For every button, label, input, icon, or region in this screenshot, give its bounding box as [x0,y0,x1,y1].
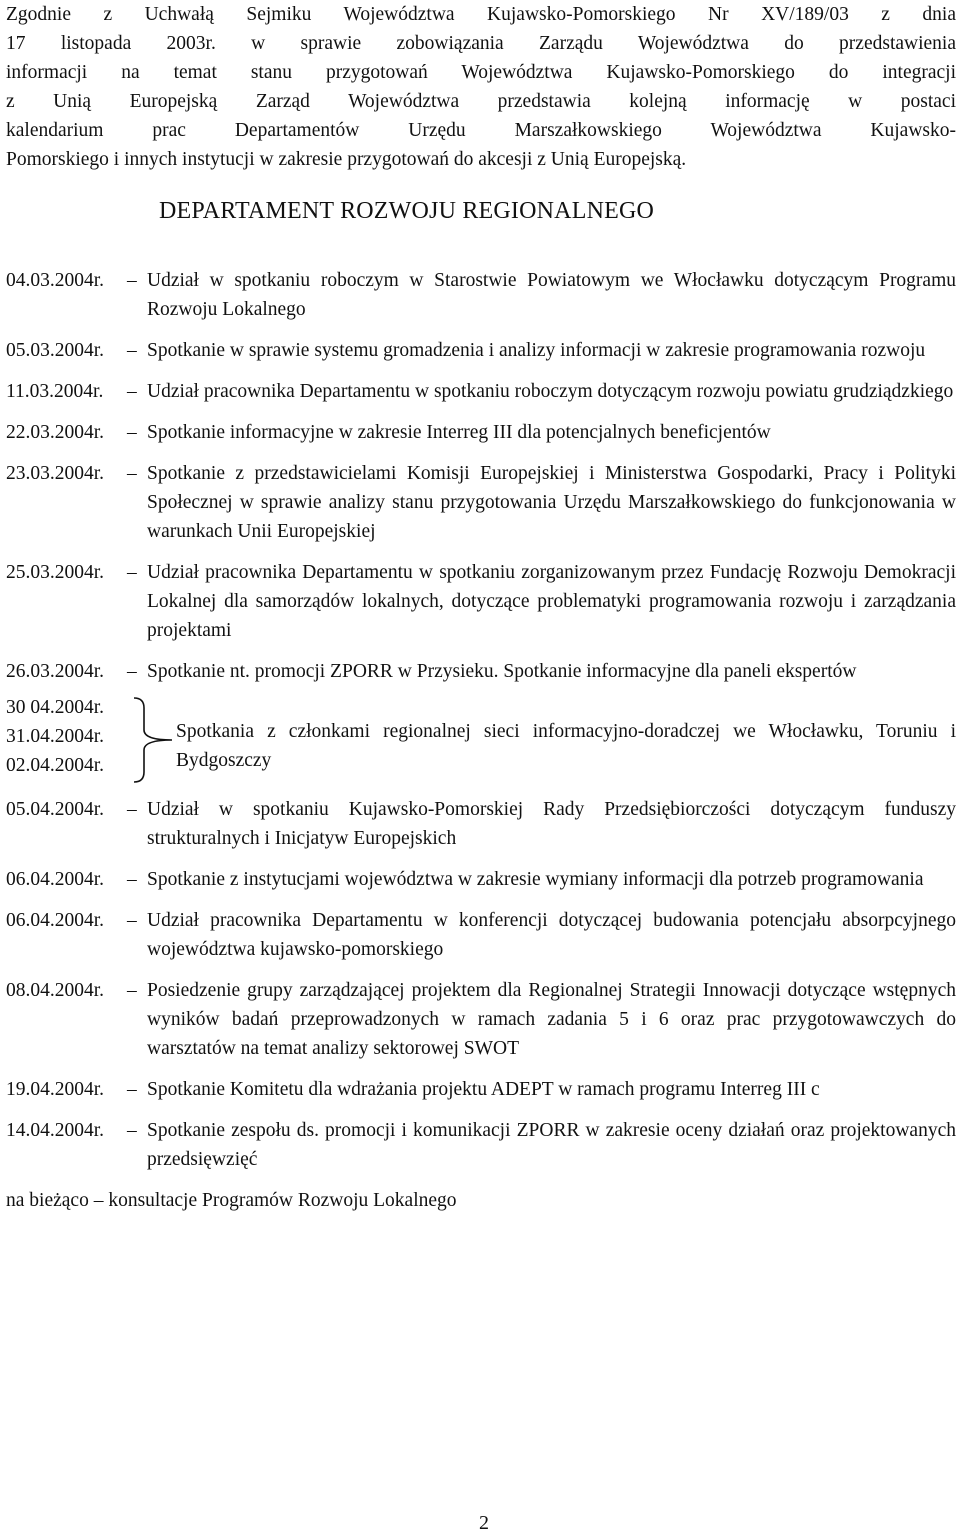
entry-date: 26.03.2004r. [6,661,105,682]
calendar-entry [6,1075,956,1104]
entry-dash: – [127,463,137,484]
entry-dash: – [127,422,137,443]
entry-text: Udział w spotkaniu Kujawsko-Pomorskiej Rady Przedsiębiorczości dotyczącym funduszy strukturalnych i Inicjatyw Europejskich [147,799,956,849]
entry-description [127,1116,956,1174]
entry-dash: – [127,270,137,291]
calendar-entry [6,795,956,853]
calendar-entry [6,459,956,546]
entry-date: 14.04.2004r. [6,1120,105,1141]
entry-text: Spotkanie z przedstawicielami Komisji Europejskiej i Ministerstwa Gospodarki, Pracy i Polityki Społecznej w sprawie analizy stanu przygotowania Urzędu Marszałkowskiego do funkcjonowania w warunkach Unii Europejskiej [147,463,956,542]
intro-line: Zgodnie z Uchwałą Sejmiku Województwa Kujawsko-Pomorskiego Nr XV/189/03 z dnia [6,4,956,25]
intro-line: kalendarium prac Departamentów Urzędu Marszałkowskiego Województwa Kujawsko- [6,120,956,141]
entry-dash: – [127,661,137,682]
entry-date: 30 04.2004r. [6,697,105,718]
intro-line: informacji na temat stanu przygotowań Województwa Kujawsko-Pomorskiego do integracji [6,62,956,83]
intro-line: 17 listopada 2003r. w sprawie zobowiązania Zarządu Województwa do przedstawienia [6,33,956,54]
entry-dash: – [127,562,137,583]
entry-text: Spotkanie w sprawie systemu gromadzenia i analizy informacji w zakresie programowania rozwoju [147,340,926,361]
entry-date: 31.04.2004r. [6,726,105,747]
entry-date: 25.03.2004r. [6,562,105,583]
calendar-entry [6,266,956,324]
entry-text: Udział pracownika Departamentu w konferencji dotyczącej budowania potencjału absorpcyjnego województwa kujawsko-pomorskiego [147,910,956,960]
calendar-entry [6,657,956,686]
entry-dash: – [127,910,137,931]
entry-dash: – [127,980,137,1001]
grouped-entry-text: Spotkania z członkami regionalnej sieci informacyjno-doradczej we Włocławku, Toruniu i Bydgoszczy [176,721,956,771]
intro-line: z Unią Europejską Zarząd Województwa przedstawia kolejną informację w postaci [6,91,956,112]
entry-text: Udział w spotkaniu roboczym w Starostwie Powiatowym we Włocławku dotyczącym Programu Rozwoju Lokalnego [147,270,956,320]
calendar-entry [6,865,956,894]
entry-description [127,906,956,964]
entry-dash: – [127,799,137,820]
entry-date: 05.03.2004r. [6,340,105,361]
entry-dash: – [127,1120,137,1141]
intro-line: Pomorskiego i innych instytucji w zakresie przygotowań do akcesji z Unią Europejską. [6,149,687,170]
entry-description [127,558,956,645]
entry-date: 23.03.2004r. [6,463,105,484]
entry-dash: – [127,869,137,890]
calendar-entries [6,266,956,1215]
entry-description [127,657,956,686]
entry-description [127,865,956,894]
ongoing-line: na bieżąco – konsultacje Programów Rozwoju Lokalnego [6,1190,457,1211]
calendar-entry [6,336,956,365]
calendar-entry [6,418,956,447]
calendar-entry [6,906,956,964]
entry-dash: – [127,340,137,361]
entry-date: 05.04.2004r. [6,799,105,820]
entry-dash: – [127,381,137,402]
entry-text: Spotkanie informacyjne w zakresie Interreg III dla potencjalnych beneficjentów [147,422,771,443]
section-heading: DEPARTAMENT ROZWOJU REGIONALNEGO [159,198,655,224]
entry-text: Udział pracownika Departamentu w spotkaniu zorganizowanym przez Fundację Rozwoju Demokracji Lokalnej dla samorządów lokalnych, dotyczące problematyki programowania rozwoju i zarządzania projektami [147,562,956,641]
curly-brace-icon [132,694,176,786]
entry-description [127,976,956,1063]
entry-description [127,377,956,406]
entry-text: Spotkanie z instytucjami województwa w zakresie wymiany informacji dla potrzeb programowania [147,869,924,890]
entry-description [127,795,956,853]
entry-date: 02.04.2004r. [6,755,105,776]
entry-text: Spotkanie Komitetu dla wdrażania projektu ADEPT w ramach programu Interreg III c [147,1079,820,1100]
entry-description [127,459,956,546]
entry-text: Udział pracownika Departamentu w spotkaniu roboczym dotyczącym rozwoju powiatu grudziądzkiego [147,381,954,402]
entry-description [127,418,956,447]
entry-description [127,336,956,365]
entry-date: 22.03.2004r. [6,422,105,443]
entry-text: Spotkanie nt. promocji ZPORR w Przysieku. Spotkanie informacyjne dla paneli ekspertów [147,661,857,682]
calendar-entry [6,377,956,406]
calendar-entry [6,1116,956,1174]
entry-description [127,266,956,324]
entry-date: 06.04.2004r. [6,869,105,890]
entry-text: Spotkanie zespołu ds. promocji i komunikacji ZPORR w zakresie oceny działań oraz projektowanych przedsięwzięć [147,1120,956,1170]
entry-date: 19.04.2004r. [6,1079,105,1100]
entry-date: 11.03.2004r. [6,381,104,402]
entry-description [127,1075,956,1104]
calendar-entry [6,558,956,645]
grouped-entry [6,698,956,783]
calendar-entry [6,976,956,1063]
entry-dash: – [127,1079,137,1100]
intro-paragraph [6,0,956,174]
entry-date: 08.04.2004r. [6,980,105,1001]
entry-text: Posiedzenie grupy zarządzającej projektem dla Regionalnej Strategii Innowacji dotyczące wstępnych wyników badań przeprowadzonych w ramach zadania 5 i 6 oraz prac przygotowawczych do warsztatów na temat analizy sektorowej SWOT [147,980,956,1059]
page-number: 2 [479,1512,489,1534]
document-page [6,0,956,1534]
grouped-dates [6,693,104,780]
entry-date: 04.03.2004r. [6,270,105,291]
entry-date: 06.04.2004r. [6,910,105,931]
